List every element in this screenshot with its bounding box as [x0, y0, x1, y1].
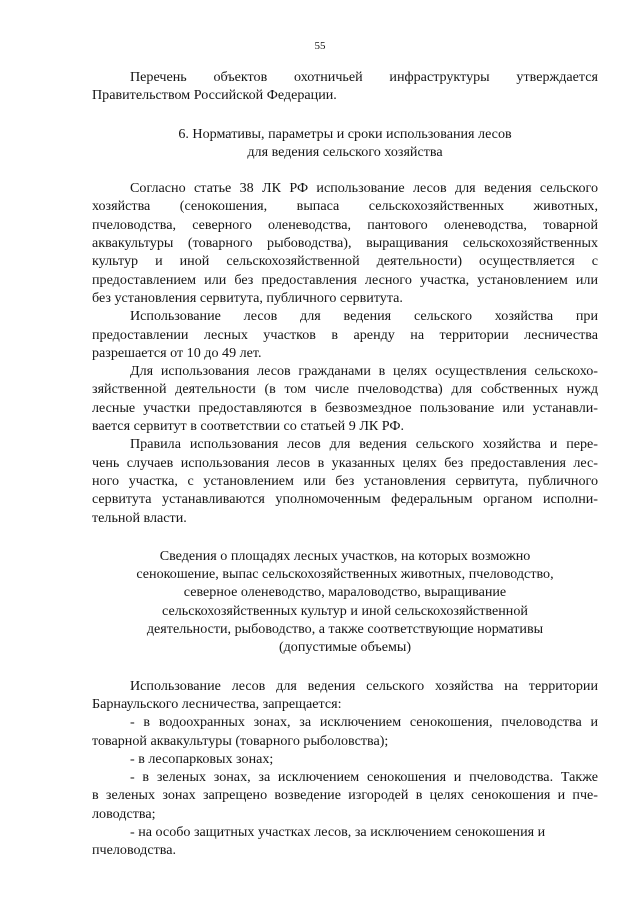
section-heading	[92, 125, 598, 162]
list-item-forest-park	[92, 750, 598, 768]
text-line: Использование лесов для ведения сельского хозяйства при	[130, 308, 598, 325]
text-line: Перечень объектов охотничьей инфраструктуры утверждается	[130, 69, 598, 85]
heading-line: северное оленеводство, мараловодство, выращивание	[183, 584, 507, 601]
text-line: без установления сервитута, публичного сервитута.	[92, 289, 403, 306]
paragraph-rules	[92, 435, 598, 526]
text-line: ловодства;	[92, 805, 156, 822]
paragraph-citizens-use	[92, 362, 598, 435]
intro-paragraph	[92, 68, 598, 105]
text-line: в зеленых зонах запрещено возведение изгородей в целях сенокошения и пче-	[92, 787, 598, 804]
text-line: - в зеленых зонах, за исключением сенокошения и пчеловодства. Также	[130, 769, 598, 786]
text-line: - на особо защитных участках лесов, за исключением сенокошения и	[130, 823, 546, 840]
heading-line: (допустимые объемы)	[278, 639, 412, 656]
text-line: Барнаульского лесничества, запрещается:	[92, 695, 342, 712]
text-line: хозяйства (сенокошения, выпаса сельскохозяйственных животных,	[92, 198, 598, 215]
heading-line: для ведения сельского хозяйства	[247, 143, 443, 160]
text-line: вается сервитут в соответствии со статьей 9 ЛК РФ.	[92, 418, 405, 435]
text-line: предоставлением или без предоставления лесного участка, установлением или	[92, 271, 598, 288]
heading-line: сельскохозяйственных культур и иной сельскохозяйственной	[162, 602, 528, 619]
text-line: Для использования лесов гражданами в целях осуществления сельскохо-	[130, 363, 598, 380]
text-line: пчеловодства.	[92, 842, 176, 859]
heading-line: Сведения о площадях лесных участков, на которых возможно	[159, 547, 531, 564]
text-line: аквакультуры (товарного рыбоводства), выращивания сельскохозяйственных	[92, 235, 598, 252]
text-line: - в водоохранных зонах, за исключением сенокошения, пчеловодства и	[130, 714, 598, 731]
text-line: ного участка, с установлением или без установления сервитута, публичного	[92, 472, 598, 489]
heading-line: деятельности, рыбоводство, а также соответствующие нормативы	[146, 621, 544, 638]
subsection-heading	[92, 547, 598, 657]
heading-line: сенокошение, выпас сельскохозяйственных животных, пчеловодство,	[136, 566, 554, 583]
text-line: сервитута устанавливаются уполномоченным федеральным органом исполни-	[92, 491, 598, 508]
list-item-green-zones	[92, 768, 598, 823]
text-line: Согласно статье 38 ЛК РФ использование лесов для ведения сельского	[130, 180, 598, 197]
text-line: пчеловодства, северного оленеводства, пантового оленеводства, товарной	[92, 216, 598, 233]
heading-line: 6. Нормативы, параметры и сроки использования лесов	[178, 125, 512, 142]
page-content	[92, 68, 598, 860]
paragraph-lease-terms	[92, 307, 598, 362]
page-number: 55	[314, 40, 326, 52]
paragraph-restrictions-intro	[92, 677, 598, 714]
text-line: Правила использования лесов для ведения сельского хозяйства и пере-	[130, 436, 598, 453]
text-line: разрешается от 10 до 49 лет.	[92, 344, 262, 361]
list-item-water-protection	[92, 713, 598, 750]
text-line: лесные участки предоставляются в безвозмездное пользование или устанавли-	[92, 399, 598, 416]
text-line: товарной аквакультуры (товарного рыболовства);	[92, 732, 389, 749]
text-line: тельной власти.	[92, 509, 187, 526]
text-line: Использование лесов для ведения сельского хозяйства на территории	[130, 677, 598, 694]
text-line: предоставлении лесных участков в аренду на территории лесничества	[92, 326, 598, 343]
paragraph-article-38	[92, 179, 598, 307]
text-line: чень случаев использования лесов в указанных целях без предоставления лес-	[92, 454, 598, 471]
list-item-protective-areas	[92, 823, 598, 860]
text-line: - в лесопарковых зонах;	[130, 750, 274, 767]
text-line: зяйственной деятельности (в том числе пчеловодства) для собственных нужд	[92, 381, 598, 398]
text-line: культур и иной сельскохозяйственной деятельности) осуществляется с	[92, 253, 598, 270]
text-line: Правительством Российской Федерации.	[92, 87, 337, 104]
